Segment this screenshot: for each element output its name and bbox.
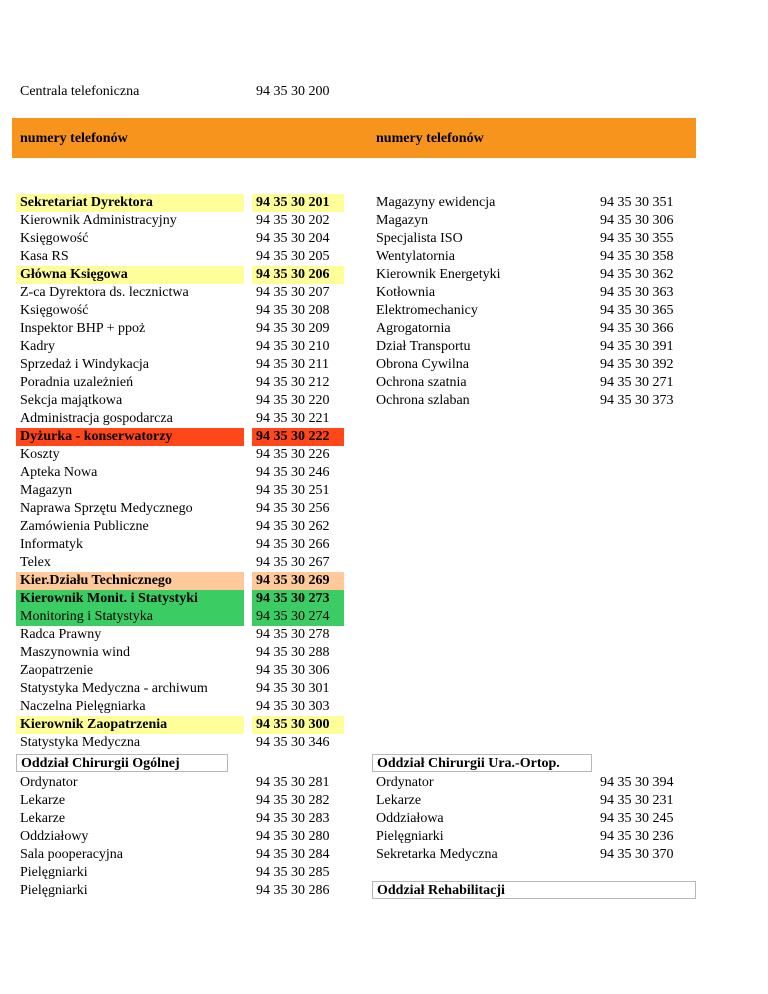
phone-entry-number: 94 35 30 370 bbox=[600, 847, 674, 862]
phone-entry-number: 94 35 30 306 bbox=[256, 663, 330, 678]
phone-entry-number: 94 35 30 226 bbox=[256, 447, 330, 462]
phone-entry-number: 94 35 30 269 bbox=[252, 572, 344, 590]
phone-entry-number: 94 35 30 278 bbox=[256, 627, 330, 642]
phone-entry-number: 94 35 30 201 bbox=[252, 194, 344, 212]
phone-entry-number: 94 35 30 281 bbox=[256, 775, 330, 790]
phone-entry-name: Radca Prawny bbox=[20, 627, 102, 642]
phone-entry-name: Oddziałowa bbox=[376, 811, 444, 826]
phone-entry-number: 94 35 30 286 bbox=[256, 883, 330, 898]
phone-entry-number: 94 35 30 273 bbox=[252, 590, 344, 608]
phone-entry-name: Telex bbox=[20, 555, 51, 570]
phone-entry-name: Oddziałowy bbox=[20, 829, 89, 844]
phone-entry-name: Magazyny ewidencja bbox=[376, 195, 496, 210]
phone-entry-name: Kierownik Monit. i Statystyki bbox=[16, 590, 244, 608]
phone-entry-number: 94 35 30 262 bbox=[256, 519, 330, 534]
phone-entry-name: Kier.Działu Technicznego bbox=[16, 572, 244, 590]
phone-entry-number: 94 35 30 222 bbox=[252, 428, 344, 446]
phone-entry-name: Magazyn bbox=[20, 483, 73, 498]
phone-entry-name: Kierownik Administracyjny bbox=[20, 213, 177, 228]
phone-entry-number: 94 35 30 373 bbox=[600, 393, 674, 408]
phone-entry-name: Kadry bbox=[20, 339, 55, 354]
phone-entry-number: 94 35 30 271 bbox=[600, 375, 674, 390]
phone-entry-name: Kierownik Energetyki bbox=[376, 267, 501, 282]
section-title: Oddział Chirurgii Ogólnej bbox=[16, 754, 228, 772]
phone-entry-number: 94 35 30 306 bbox=[600, 213, 674, 228]
phone-entry-name: Naprawa Sprzętu Medycznego bbox=[20, 501, 193, 516]
phone-entry-name: Wentylatornia bbox=[376, 249, 455, 264]
phone-entry-number: 94 35 30 212 bbox=[256, 375, 330, 390]
phone-entry-name: Główna Księgowa bbox=[16, 266, 244, 284]
phone-entry-name: Dyżurka - konserwatorzy bbox=[16, 428, 244, 446]
phone-entry-name: Magazyn bbox=[376, 213, 429, 228]
phone-entry-name: Informatyk bbox=[20, 537, 83, 552]
phone-entry-number: 94 35 30 355 bbox=[600, 231, 674, 246]
phone-entry-number: 94 35 30 266 bbox=[256, 537, 330, 552]
phone-entry-name: Obrona Cywilna bbox=[376, 357, 469, 372]
phone-entry-name: Ordynator bbox=[20, 775, 78, 790]
phone-entry-name: Monitoring i Statystyka bbox=[16, 608, 244, 626]
phone-entry-name: Księgowość bbox=[20, 231, 89, 246]
phone-entry-name: Sala pooperacyjna bbox=[20, 847, 124, 862]
phone-entry-name: Pielęgniarki bbox=[20, 865, 88, 880]
section-title: Oddział Rehabilitacji bbox=[372, 881, 696, 899]
phone-entry-number: 94 35 30 204 bbox=[256, 231, 330, 246]
phone-entry-name: Zamówienia Publiczne bbox=[20, 519, 149, 534]
phone-entry-number: 94 35 30 285 bbox=[256, 865, 330, 880]
phone-entry-number: 94 35 30 221 bbox=[256, 411, 330, 426]
phone-entry-name: Naczelna Pielęgniarka bbox=[20, 699, 146, 714]
phone-entry-name: Maszynownia wind bbox=[20, 645, 131, 660]
phone-entry-name: Kasa RS bbox=[20, 249, 69, 264]
phone-entry-number: 94 35 30 231 bbox=[600, 793, 674, 808]
phone-entry-number: 94 35 30 284 bbox=[256, 847, 330, 862]
phone-entry-number: 94 35 30 274 bbox=[252, 608, 344, 626]
phone-entry-name: Lekarze bbox=[20, 793, 66, 808]
phone-entry-name: Lekarze bbox=[20, 811, 66, 826]
phone-entry-name: Ochrona szlaban bbox=[376, 393, 470, 408]
phone-entry-name: Elektromechanicy bbox=[376, 303, 478, 318]
central-number: 94 35 30 200 bbox=[256, 84, 330, 99]
phone-entry-name: Agrogatornia bbox=[376, 321, 451, 336]
phone-entry-number: 94 35 30 282 bbox=[256, 793, 330, 808]
header-right-label: numery telefonów bbox=[376, 131, 484, 146]
phone-entry-name: Księgowość bbox=[20, 303, 89, 318]
phone-entry-name: Apteka Nowa bbox=[20, 465, 98, 480]
phone-entry-number: 94 35 30 300 bbox=[252, 716, 344, 734]
phone-entry-name: Poradnia uzależnień bbox=[20, 375, 134, 390]
phone-entry-number: 94 35 30 251 bbox=[256, 483, 330, 498]
phone-entry-number: 94 35 30 207 bbox=[256, 285, 330, 300]
phone-entry-number: 94 35 30 206 bbox=[252, 266, 344, 284]
phone-entry-number: 94 35 30 351 bbox=[600, 195, 674, 210]
phone-entry-name: Sekretarka Medyczna bbox=[376, 847, 498, 862]
phone-entry-name: Koszty bbox=[20, 447, 60, 462]
phone-entry-name: Kierownik Zaopatrzenia bbox=[16, 716, 244, 734]
phone-entry-number: 94 35 30 358 bbox=[600, 249, 674, 264]
phone-entry-number: 94 35 30 267 bbox=[256, 555, 330, 570]
phone-entry-number: 94 35 30 236 bbox=[600, 829, 674, 844]
phone-entry-name: Zaopatrzenie bbox=[20, 663, 94, 678]
phone-entry-name: Sekcja majątkowa bbox=[20, 393, 123, 408]
phone-entry-name: Dział Transportu bbox=[376, 339, 471, 354]
phone-entry-number: 94 35 30 394 bbox=[600, 775, 674, 790]
phone-entry-number: 94 35 30 391 bbox=[600, 339, 674, 354]
phone-entry-name: Lekarze bbox=[376, 793, 422, 808]
phone-entry-number: 94 35 30 202 bbox=[256, 213, 330, 228]
phone-entry-name: Inspektor BHP + ppoż bbox=[20, 321, 146, 336]
phone-entry-number: 94 35 30 211 bbox=[256, 357, 329, 372]
phone-entry-number: 94 35 30 288 bbox=[256, 645, 330, 660]
phone-entry-number: 94 35 30 208 bbox=[256, 303, 330, 318]
phone-entry-number: 94 35 30 280 bbox=[256, 829, 330, 844]
phone-entry-number: 94 35 30 362 bbox=[600, 267, 674, 282]
phone-entry-number: 94 35 30 346 bbox=[256, 735, 330, 750]
phone-entry-number: 94 35 30 392 bbox=[600, 357, 674, 372]
phone-entry-number: 94 35 30 303 bbox=[256, 699, 330, 714]
phone-entry-number: 94 35 30 365 bbox=[600, 303, 674, 318]
phone-entry-number: 94 35 30 283 bbox=[256, 811, 330, 826]
phone-entry-number: 94 35 30 363 bbox=[600, 285, 674, 300]
phone-entry-number: 94 35 30 210 bbox=[256, 339, 330, 354]
phone-entry-number: 94 35 30 256 bbox=[256, 501, 330, 516]
phone-entry-number: 94 35 30 209 bbox=[256, 321, 330, 336]
phone-entry-name: Sekretariat Dyrektora bbox=[16, 194, 244, 212]
phone-entry-name: Statystyka Medyczna bbox=[20, 735, 141, 750]
phone-entry-name: Specjalista ISO bbox=[376, 231, 463, 246]
section-title: Oddział Chirurgii Ura.-Ortop. bbox=[372, 754, 592, 772]
phone-entry-name: Kotłownia bbox=[376, 285, 436, 300]
phone-entry-number: 94 35 30 246 bbox=[256, 465, 330, 480]
header-left-label: numery telefonów bbox=[20, 131, 128, 146]
phone-entry-name: Ochrona szatnia bbox=[376, 375, 467, 390]
phone-entry-name: Sprzedaż i Windykacja bbox=[20, 357, 150, 372]
phone-entry-name: Statystyka Medyczna - archiwum bbox=[20, 681, 208, 696]
phone-entry-number: 94 35 30 301 bbox=[256, 681, 330, 696]
phone-entry-name: Pielęgniarki bbox=[376, 829, 444, 844]
phone-entry-name: Z-ca Dyrektora ds. lecznictwa bbox=[20, 285, 189, 300]
phone-entry-number: 94 35 30 205 bbox=[256, 249, 330, 264]
phone-entry-name: Administracja gospodarcza bbox=[20, 411, 173, 426]
phone-entry-number: 94 35 30 220 bbox=[256, 393, 330, 408]
phone-entry-number: 94 35 30 245 bbox=[600, 811, 674, 826]
phone-entry-number: 94 35 30 366 bbox=[600, 321, 674, 336]
central-label: Centrala telefoniczna bbox=[20, 84, 140, 99]
phone-entry-name: Pielęgniarki bbox=[20, 883, 88, 898]
phone-entry-name: Ordynator bbox=[376, 775, 434, 790]
